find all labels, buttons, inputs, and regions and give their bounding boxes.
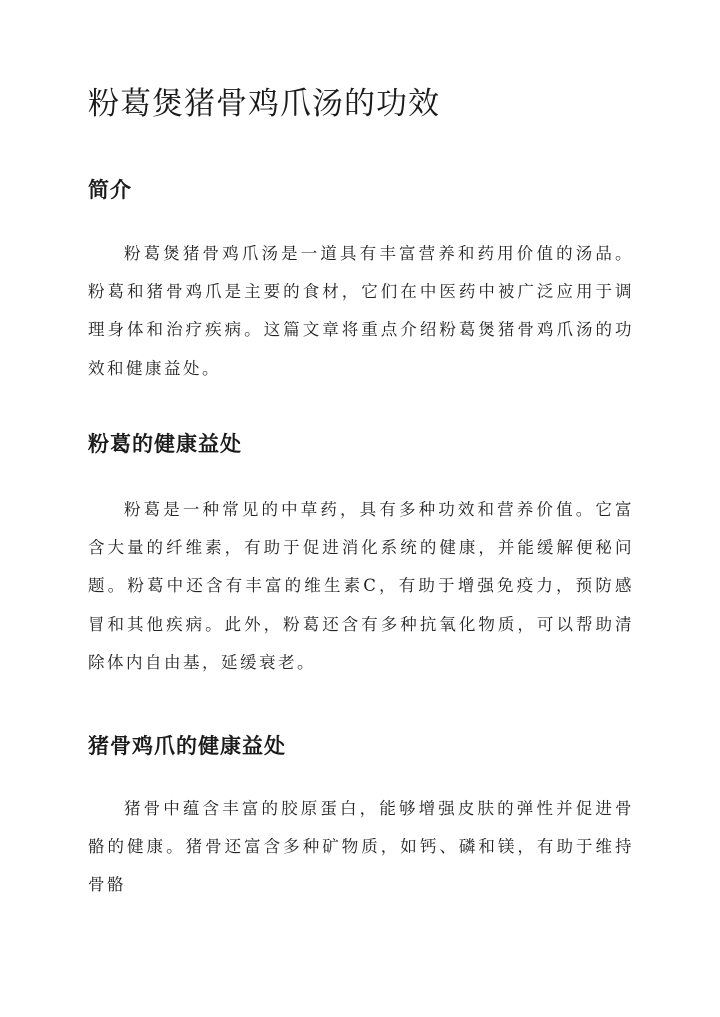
section-paragraph-pork-chicken-benefits: 猪骨中蕴含丰富的胶原蛋白，能够增强皮肤的弹性并促进骨骼的健康。猪骨还富含多种矿物质，如钙、磷和镁，有助于维持骨骼: [88, 799, 634, 895]
section-heading-pueraria-benefits: 粉葛的健康益处: [88, 431, 242, 456]
page-title: 粉葛煲猪骨鸡爪汤的功效: [88, 86, 440, 122]
section-heading-pork-chicken-benefits: 猪骨鸡爪的健康益处: [88, 733, 286, 758]
section-paragraph-pueraria-benefits: 粉葛是一种常见的中草药，具有多种功效和营养价值。它富含大量的纤维素，有助于促进消化系统的健康，并能缓解便秘问题。粉葛中还含有丰富的维生素C，有助于增强免疫力，预防感冒和其他疾病。此外，粉葛还含有多种抗氧化物质，可以帮助清除体内自由基，延缓衰老。: [88, 500, 634, 672]
section-paragraph-intro: 粉葛煲猪骨鸡爪汤是一道具有丰富营养和药用价值的汤品。粉葛和猪骨鸡爪是主要的食材，它们在中医药中被广泛应用于调理身体和治疗疾病。这篇文章将重点介绍粉葛煲猪骨鸡爪汤的功效和健康益处。: [88, 244, 634, 378]
section-heading-intro: 简介: [88, 177, 132, 202]
